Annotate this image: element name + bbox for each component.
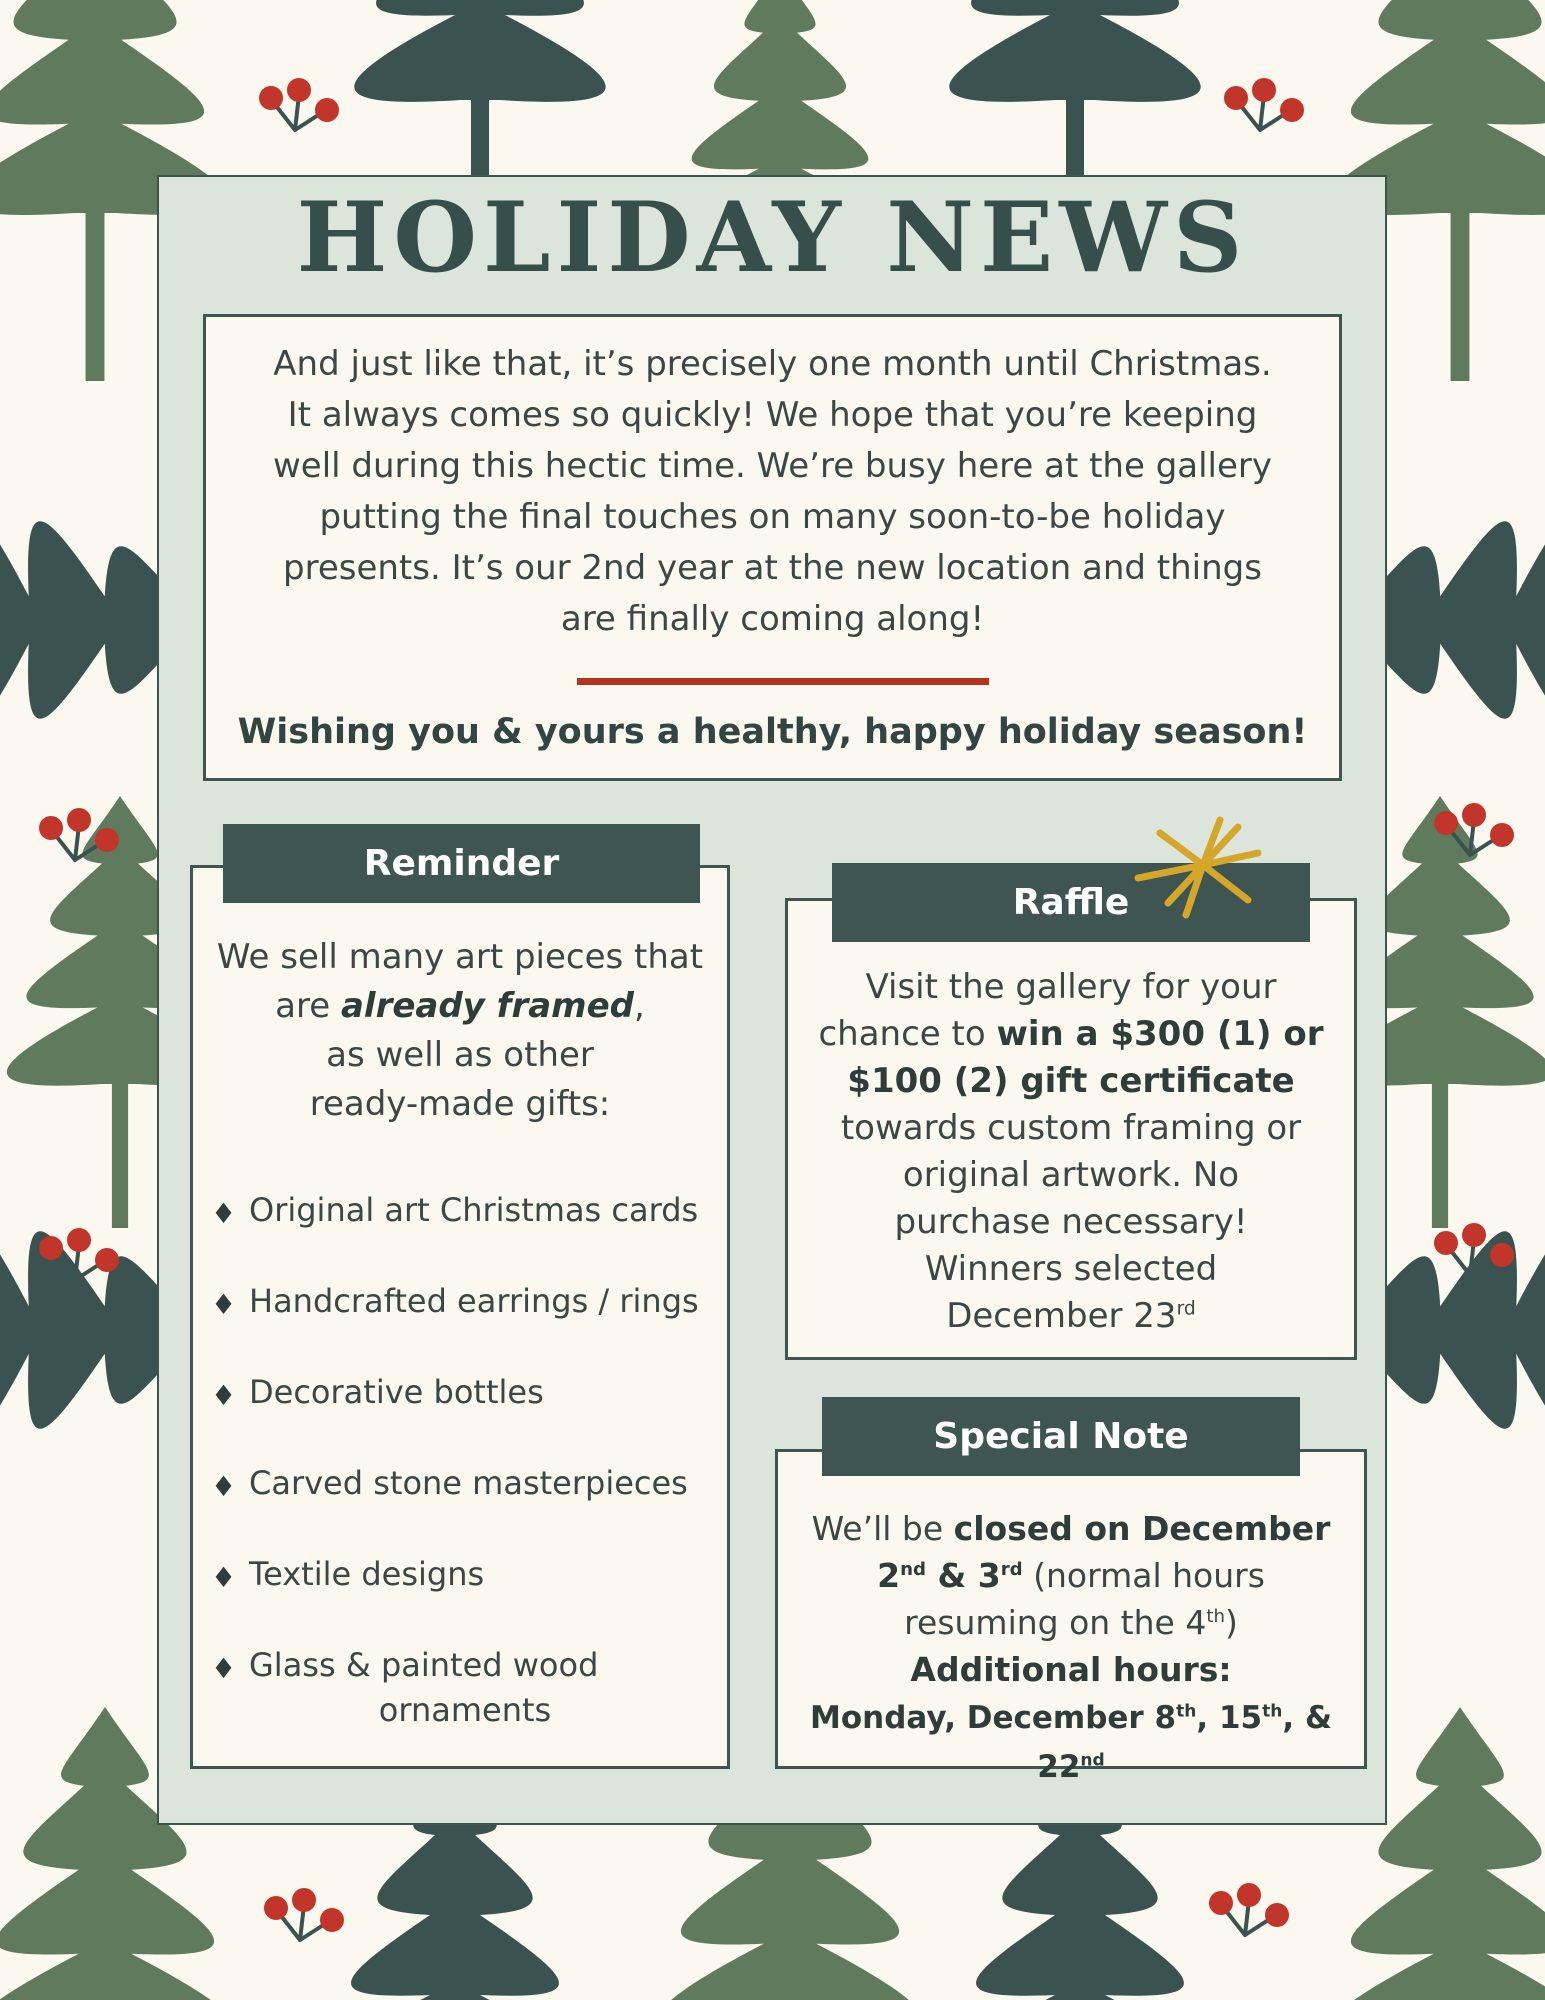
closed-dates-emphasis: closed on December: [953, 1509, 1331, 1548]
diamond-bullet-icon: ♦: [211, 1379, 237, 1412]
list-item: [211, 1552, 721, 1597]
raffle-line: Winners selected: [924, 1249, 1218, 1289]
reminder-intro-comma: ,: [634, 986, 645, 1026]
raffle-box: [785, 898, 1357, 1360]
list-item-label: Textile designs: [249, 1555, 485, 1593]
intro-line: It always comes so quickly! We hope that you’re keeping: [287, 395, 1258, 435]
list-item: [211, 1188, 721, 1233]
raffle-line: towards custom framing or: [840, 1108, 1302, 1148]
list-item-label: Carved stone masterpieces: [249, 1464, 688, 1502]
red-divider: [577, 678, 989, 685]
ordinal-suffix: nd: [900, 1559, 926, 1580]
reminder-intro-line: ready-made gifts:: [309, 1084, 611, 1124]
intro-line: putting the final touches on many soon-to-be holiday: [319, 497, 1226, 537]
additional-hours-dates: , & 22: [1037, 1700, 1332, 1785]
ordinal-suffix: rd: [1000, 1559, 1023, 1580]
list-item: [211, 1643, 721, 1733]
raffle-prize-emphasis: $100 (2) gift certificate: [847, 1061, 1295, 1101]
raffle-heading: Raffle: [832, 863, 1310, 942]
list-item-label: Decorative bottles: [249, 1373, 544, 1411]
list-item-label-line2: ornaments: [378, 1691, 552, 1729]
intro-line: And just like that, it’s precisely one month until Christmas.: [273, 344, 1272, 384]
additional-hours-heading: Additional hours:: [910, 1650, 1232, 1689]
closed-date: & 3: [925, 1556, 1001, 1595]
diamond-bullet-icon: ♦: [211, 1288, 237, 1321]
intro-text: [246, 339, 1299, 645]
list-item: [211, 1279, 721, 1324]
list-item: [211, 1370, 721, 1415]
list-item-label: Original art Christmas cards: [249, 1191, 699, 1229]
reminder-intro-line: are: [275, 986, 341, 1026]
page-title: HOLIDAY NEWS: [296, 181, 1249, 294]
note-line: ): [1224, 1603, 1238, 1642]
special-note-box: [775, 1449, 1367, 1785]
raffle-prize-emphasis: win a $300 (1) or: [996, 1014, 1324, 1054]
ordinal-suffix: th: [1206, 1606, 1225, 1627]
ordinal-suffix: th: [1176, 1701, 1197, 1722]
reminder-intro-line: We sell many art pieces that: [216, 937, 704, 977]
note-line: resuming on the 4: [904, 1603, 1207, 1642]
raffle-line: original artwork. No: [902, 1155, 1240, 1195]
diamond-bullet-icon: ♦: [211, 1197, 237, 1230]
reminder-intro: [201, 933, 719, 1129]
raffle-line: purchase necessary!: [894, 1202, 1248, 1242]
list-item-label: Glass & painted wood: [249, 1646, 599, 1684]
raffle-line: chance to: [818, 1014, 997, 1054]
holiday-wishes: Wishing you & yours a healthy, happy holiday season!: [237, 712, 1308, 752]
intro-line: are finally coming along!: [560, 599, 985, 639]
ordinal-suffix: nd: [1080, 1750, 1105, 1771]
intro-box: [203, 314, 1342, 781]
note-line: We’ll be: [811, 1509, 954, 1548]
reminder-box: [190, 865, 730, 1769]
intro-line: well during this hectic time. We’re busy here at the gallery: [272, 446, 1273, 486]
raffle-date: December 23: [946, 1296, 1177, 1336]
ordinal-suffix: rd: [1176, 1298, 1196, 1320]
additional-hours-dates: , 15: [1196, 1700, 1263, 1736]
reminder-intro-line: as well as other: [326, 1035, 594, 1075]
raffle-line: Visit the gallery for your: [865, 967, 1277, 1007]
diamond-bullet-icon: ♦: [211, 1652, 237, 1685]
list-item: [211, 1461, 721, 1506]
diamond-bullet-icon: ♦: [211, 1470, 237, 1503]
intro-line: presents. It’s our 2nd year at the new location and things: [283, 548, 1262, 588]
gift-list: [211, 1188, 721, 1779]
special-note-heading: Special Note: [822, 1397, 1300, 1476]
closed-date: 2: [877, 1556, 901, 1595]
sparkle-star-icon: [1128, 815, 1263, 920]
additional-hours-dates: Monday, December 8: [810, 1700, 1177, 1736]
special-note-text: [784, 1505, 1358, 1791]
reminder-heading: Reminder: [223, 824, 700, 903]
diamond-bullet-icon: ♦: [211, 1561, 237, 1594]
raffle-text: [798, 964, 1344, 1340]
note-line: (normal hours: [1022, 1556, 1265, 1595]
list-item-label: Handcrafted earrings / rings: [249, 1282, 699, 1320]
ordinal-suffix: th: [1262, 1701, 1283, 1722]
already-framed-emphasis: already framed: [340, 986, 635, 1026]
